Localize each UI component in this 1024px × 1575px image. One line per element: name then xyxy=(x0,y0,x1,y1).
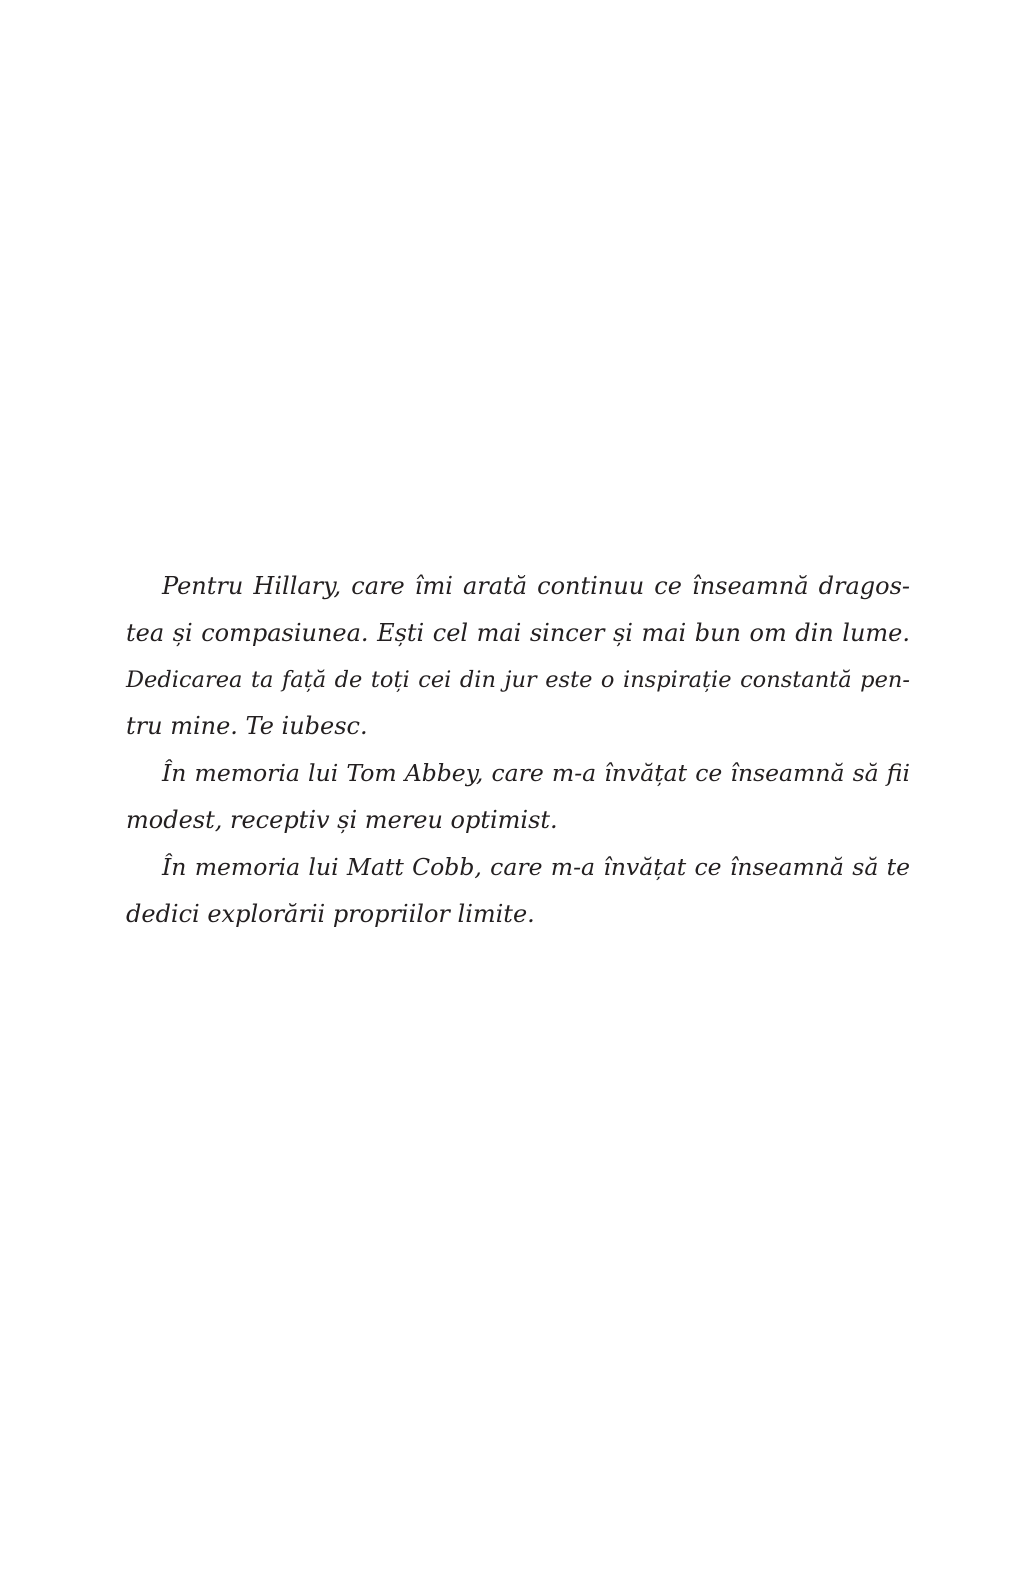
dedication-line: În memoria lui Tom Abbey, care m-a învățat ce înseamnă să fii xyxy=(162,759,910,788)
dedication-line: modest, receptiv și mereu optimist. xyxy=(126,805,558,834)
dedication-line: Dedicarea ta față de toți cei din jur este o inspirație constantă pen- xyxy=(126,666,910,693)
dedication-text xyxy=(126,563,910,937)
dedication-line: tru mine. Te iubesc. xyxy=(126,712,368,741)
dedication-line: Pentru Hillary, care îmi arată continuu ce înseamnă dragos- xyxy=(162,572,910,600)
dedication-line: dedici explorării propriilor limite. xyxy=(126,899,535,928)
dedication-line: În memoria lui Matt Cobb, care m-a învățat ce înseamnă să te xyxy=(162,852,910,881)
dedication-line: tea și compasiunea. Ești cel mai sincer și mai bun om din lume. xyxy=(126,618,910,647)
